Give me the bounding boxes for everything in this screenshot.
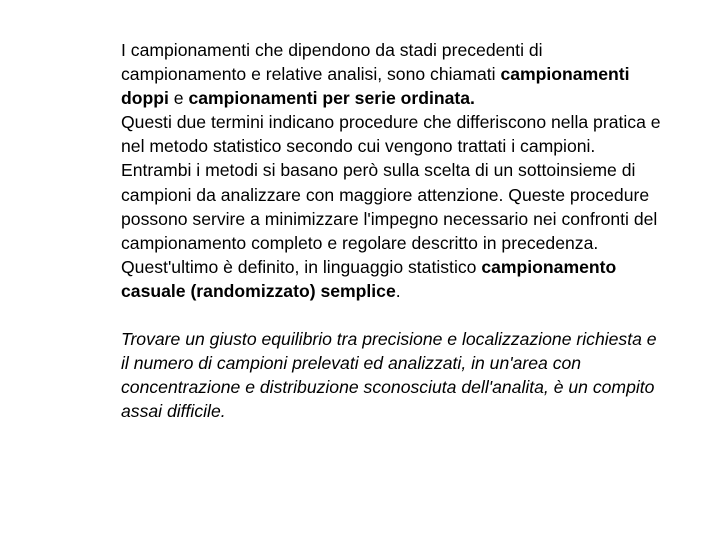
term-campionamento-casuale: campionamento casuale (randomizzato) semplice [121,256,617,301]
term-campionamenti-per-serie-ordinata: campionamenti per serie ordinata. [188,88,475,109]
italic-paragraph: Trovare un giusto equilibrio tra precisione e localizzazione richiesta e il numero di campioni prelevati ed analizzati, in un'area con concentrazione e distribuzione sconosciuta dell'analita, è un compito assai difficile. [121,329,657,422]
definition-paragraph [121,255,661,303]
intro-text-1: I campionamenti che dipendono da stadi precedenti di campionamento e relative analisi, sono chiamati [121,40,543,85]
paragraph-spacer [121,303,661,327]
intro-paragraph [121,38,661,110]
definition-text: Quest'ultimo è definito, in linguaggio statistico [121,256,482,277]
term-campionamenti-doppi: campionamenti doppi [121,64,630,109]
text-block [121,38,661,423]
intro-text-2: e [168,88,189,109]
definition-end: . [395,280,401,301]
procedures-paragraph: Questi due termini indicano procedure che differiscono nella pratica e nel metodo statistico secondo cui vengono trattati i campioni. Entrambi i metodi si basano però sulla scelta di un sottoinsieme di campioni da analizzare con maggiore attenzione. Queste procedure possono servire a minimizzare l'impegno necessario nei confronti del campionamento completo e regolare descritto in precedenza. [121,112,661,253]
